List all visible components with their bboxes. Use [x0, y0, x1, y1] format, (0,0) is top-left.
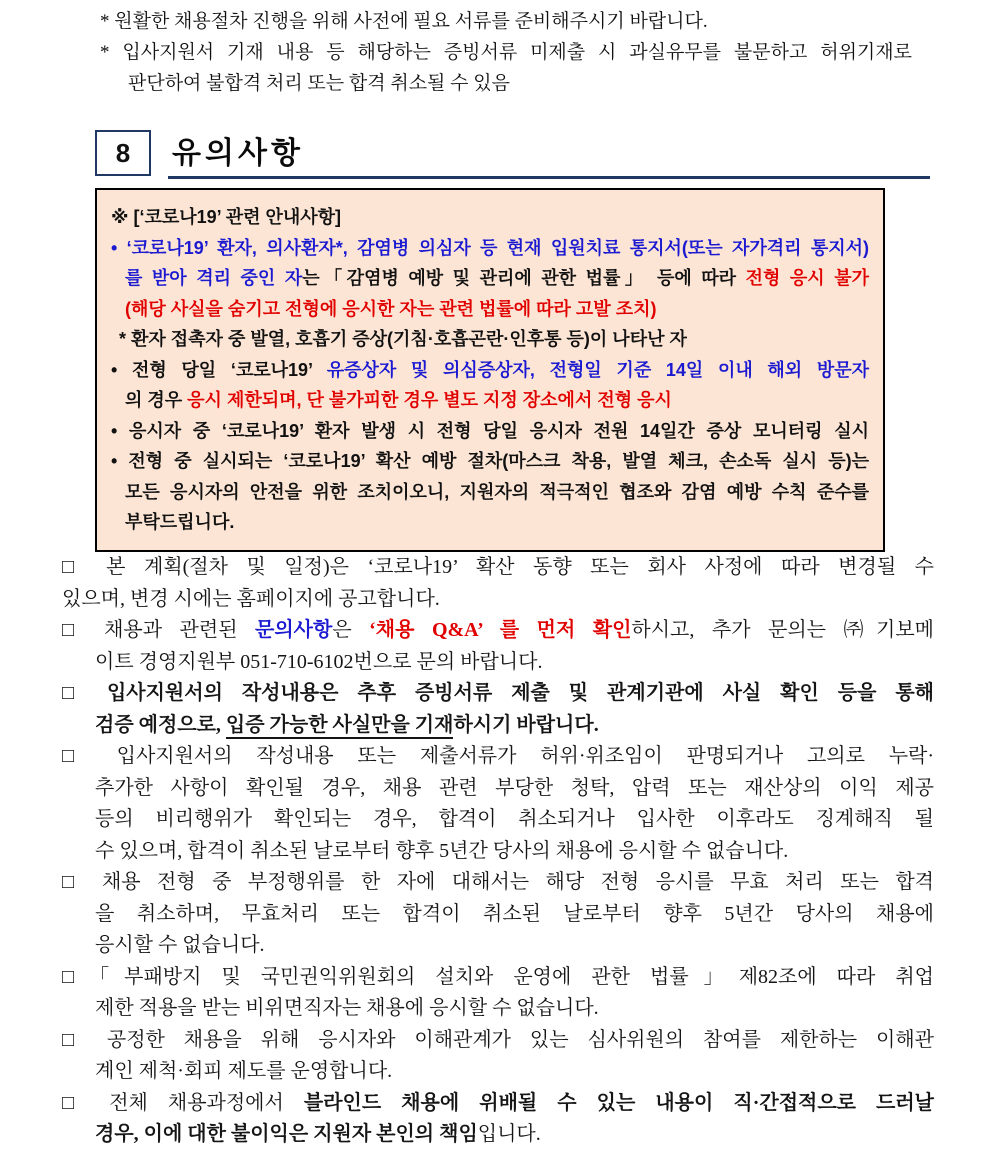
text-segment: 전형 응시 불가 [745, 268, 869, 288]
text-segment: 등의 비리행위가 확인되는 경우, 합격이 취소되거나 입사한 이후라도 징계해직 될 [95, 808, 934, 830]
text-line [62, 1025, 934, 1057]
text-line [111, 263, 869, 294]
text-line [100, 6, 912, 37]
text-line [62, 773, 934, 805]
text-segment: 은 [332, 619, 370, 641]
text-line [62, 741, 934, 773]
text-segment: □ 입사지원서의 작성내용 또는 제출서류가 허위·위조임이 판명되거나 고의로 누락· [62, 745, 934, 767]
text-line [62, 962, 934, 994]
notice-list [62, 552, 934, 1151]
text-segment: 를 받아 격리 중인 자 [125, 268, 303, 288]
text-line [62, 678, 934, 710]
text-line [100, 37, 912, 68]
text-segment: □「부패방지 및 국민권익위원회의 설치와 운영에 관한 법률」제82조에 따라 취업 [62, 965, 934, 988]
text-line [111, 446, 869, 477]
text-line [62, 836, 934, 868]
text-segment: □ 공정한 채용을 위해 응시자와 이해관계가 있는 심사위원의 참여를 제한하는 이해관 [62, 1028, 934, 1051]
text-line [111, 416, 869, 447]
text-segment: □ 입사지원서의 작성내용은 추후 증빙서류 제출 및 관계기관에 사실 확인 등을 통해 [62, 682, 934, 704]
text-segment: * 입사지원서 기재 내용 등 해당하는 증빙서류 미제출 시 과실유무를 불문하고 허위기재로 [100, 42, 912, 63]
text-segment: • 응시자 중 ‘코로나19’ 환자 발생 시 전형 당일 응시자 전원 14일간 증상 모니터링 실시 [111, 420, 869, 441]
text-line [100, 68, 912, 99]
text-segment: (해당 사실을 숨기고 전형에 응시한 자는 관련 법률에 따라 고발 조치) [125, 298, 657, 319]
text-line [62, 899, 934, 931]
text-segment: 유증상자 및 의심증상자, 전형일 기준 14일 이내 해외 방문자 [326, 359, 869, 380]
text-line [111, 233, 869, 264]
text-segment: ‘채용 Q&A’ 를 먼저 확인 [369, 619, 632, 641]
text-segment: • ‘코로나19’ 환자, 의사환자*, 감염병 의심자 등 현재 입원치료 통지서(또는 자가격리 통지서) [111, 237, 869, 258]
text-segment: □ 채용과 관련된 [62, 619, 256, 641]
text-line [62, 1088, 934, 1120]
section-header [0, 124, 992, 184]
text-segment: • 전형 중 실시되는 ‘코로나19’ 확산 예방 절차(마스크 착용, 발열 체크, 손소독 실시 등)는 [111, 451, 869, 471]
text-segment: 의 경우 [125, 390, 188, 410]
text-segment: * 원활한 채용절차 진행을 위해 사전에 필요 서류를 준비해주시기 바랍니다. [100, 11, 708, 32]
text-segment: 블라인드 채용에 위배될 수 있는 내용이 직·간접적으로 드러날 [303, 1091, 934, 1114]
text-segment: • 전형 당일 ‘코로나19’ [111, 359, 327, 380]
text-segment: 입증 가능한 사실만을 기재 [226, 714, 454, 739]
text-segment: * 환자 접촉자 중 발열, 호흡기 증상(기침·호흡곤란·인후통 등)이 나타난 자 [119, 329, 687, 349]
text-segment: 경우, 이에 대한 불이익은 지원자 본인의 책임 [95, 1123, 478, 1145]
text-line [62, 584, 934, 616]
text-line [111, 355, 869, 386]
text-segment: 하시고, 추가 문의는 ㈜기보메 [631, 619, 934, 641]
text-segment: 있으며, 변경 시에는 홈페이지에 공고합니다. [62, 587, 440, 610]
text-segment: □ 채용 전형 중 부정행위를 한 자에 대해서는 해당 전형 응시를 무효 처리 또는 합격 [62, 871, 934, 893]
text-segment: 응시 제한되며, 단 불가피한 경우 별도 지정 장소에서 전형 응시 [187, 390, 672, 410]
text-segment: 는「감염병 예방 및 관리에 관한 법률」 등에 따라 [302, 268, 746, 288]
text-segment: 입니다. [477, 1123, 541, 1145]
text-line [62, 1056, 934, 1088]
text-line [62, 804, 934, 836]
text-line [62, 993, 934, 1025]
text-segment: ※ [‘코로나19’ 관련 안내사항] [111, 207, 342, 227]
text-line [62, 867, 934, 899]
text-segment: 하시기 바랍니다. [453, 713, 599, 736]
text-line [111, 294, 869, 325]
text-line [62, 710, 934, 742]
text-segment: 검증 예정으로, [95, 713, 226, 736]
text-line [111, 477, 869, 508]
section-underline [168, 176, 930, 179]
text-segment: 부탁드립니다. [125, 512, 235, 532]
text-line [62, 930, 934, 962]
text-segment: 이트 경영지원부 051-710-6102번으로 문의 바랍니다. [95, 650, 543, 673]
text-segment: 계인 제척·회피 제도를 운영합니다. [95, 1060, 393, 1082]
text-line [111, 324, 869, 355]
text-segment: □ 전체 채용과정에서 [62, 1091, 304, 1114]
text-line [111, 385, 869, 416]
text-segment: 추가한 사항이 확인될 경우, 채용 관련 부당한 청탁, 압력 또는 재산상의 이익 제공 [95, 776, 934, 799]
text-line [62, 552, 934, 584]
text-line [62, 1119, 934, 1151]
text-line [111, 202, 869, 233]
text-segment: 제한 적용을 받는 비위면직자는 채용에 응시할 수 없습니다. [95, 997, 599, 1019]
section-number: 8 [115, 137, 131, 168]
text-segment: 응시할 수 없습니다. [95, 934, 265, 956]
text-segment: 수 있으며, 합격이 취소된 날로부터 향후 5년간 당사의 채용에 응시할 수 없습니다. [95, 839, 789, 862]
text-segment: □ 본 계획(절차 및 일정)은 ‘코로나19’ 확산 동향 또는 회사 사정에 따라 변경될 수 [62, 556, 934, 578]
text-segment: 판단하여 불합격 처리 또는 합격 취소될 수 있음 [128, 73, 510, 94]
text-segment: 모든 응시자의 안전을 위한 조치이오니, 지원자의 적극적인 협조와 감염 예방 수칙 준수를 [125, 481, 869, 502]
text-line [111, 507, 869, 538]
text-line [62, 647, 934, 679]
text-line [62, 615, 934, 647]
text-segment: 문의사항 [255, 619, 333, 641]
section-title: 유의사항 [172, 137, 304, 170]
text-segment: 을 취소하며, 무효처리 또는 합격이 취소된 날로부터 향후 5년간 당사의 채용에 [95, 902, 934, 925]
section-number-badge [95, 130, 151, 176]
pre-notes [100, 6, 912, 99]
covid-notice-box [95, 188, 885, 552]
